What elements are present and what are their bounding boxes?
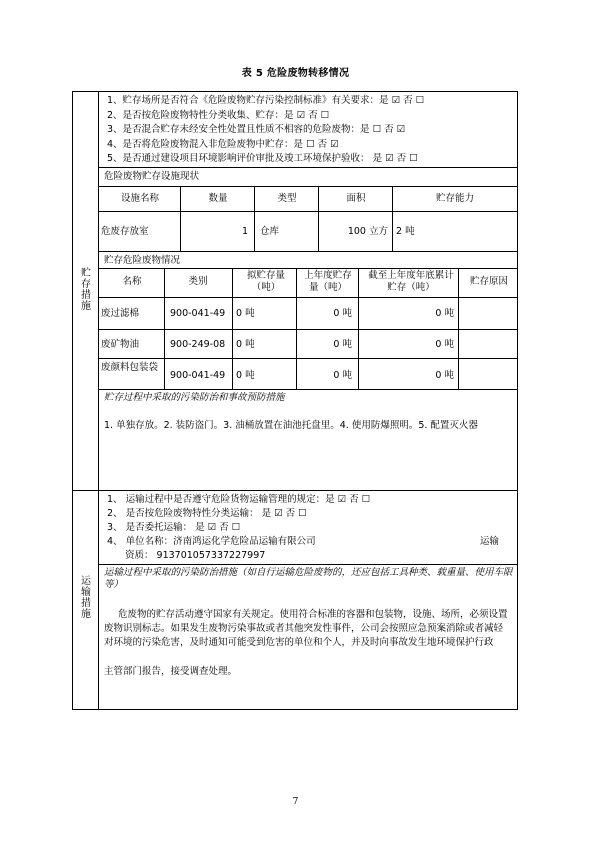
facility-capacity: 2 吨: [396, 226, 415, 237]
transport-qualification: 资质： 913701057337227997: [125, 550, 266, 561]
storage-check-2: 2、是否按危险废物特性分类收集、贮存：是 ☑ 否 ☐: [107, 110, 330, 121]
transport-unit-name: 4、 单位名称：济南鸿运化学危险品运输有限公司: [107, 536, 316, 547]
storage-measures-heading: 贮存过程中采取的污染防治和事故预防措施: [104, 392, 285, 403]
section-divider: [72, 490, 518, 491]
side-column-divider: [98, 91, 99, 710]
waste-category: 900-249-08: [170, 339, 226, 350]
facility-col-capacity: 贮存能力: [435, 193, 474, 204]
page-number: 7: [292, 797, 299, 807]
waste-col-name: 名称: [122, 276, 142, 287]
facility-col-name: 设施名称: [120, 193, 159, 204]
storage-check-1: 1、贮存场所是否符合《危险废物贮存污染控制标准》有关要求：是 ☑ 否 ☐: [107, 95, 425, 106]
facility-col-qty: 数量: [208, 193, 228, 204]
waste-last-year: 0 吨: [333, 339, 352, 350]
waste-col-last-year: 上年度贮存量（吨）: [304, 270, 352, 293]
transport-measures-text: 危废物的贮存活动遵守国家有关规定。使用符合标准的容器和包装物，设施、场所，必须设置废物识别标志。如果发生废物污染事故或者其他突发性事件，公司会按照应急预案消除或者减轻对环境的污染危害，及时通知可能受到危害的单位和个人，并及时向事故发生地环境保护行政: [104, 609, 508, 648]
waste-planned: 0 吨: [236, 370, 255, 381]
transport-check-3: 3、 是否委托运输： 是 ☑ 否 ☐: [107, 522, 241, 533]
waste-name: 废过滤棉: [101, 308, 140, 319]
storage-check-5: 5、是否通过建设项目环境影响评价审批及竣工环境保护验收： 是 ☑ 否 ☐: [107, 153, 418, 164]
facility-name: 危废存放室: [101, 226, 149, 237]
facility-col-type: 类型: [277, 193, 297, 204]
transport-measures-heading: 运输过程中采取的污染防治措施（如自行运输危险废物的，还应包括工具种类、载重量、使用车限等）: [104, 567, 513, 590]
waste-planned: 0 吨: [236, 308, 255, 319]
storage-side-label: 贮存措施: [81, 268, 91, 312]
waste-col-cumulative: 截至上年度年底累计贮存（吨）: [368, 270, 454, 293]
waste-planned: 0 吨: [236, 339, 255, 350]
facility-col-area: 面积: [346, 193, 366, 204]
facility-area: 100 立方: [347, 226, 388, 237]
waste-category: 900-041-49: [170, 308, 226, 319]
transport-side-label: 运输措施: [81, 576, 91, 620]
storage-check-3: 3、是否混合贮存未经安全性处置且性质不相容的危险废物：是 ☐ 否 ☑: [107, 124, 406, 135]
waste-name: 废颜料包装袋: [101, 362, 159, 373]
waste-last-year: 0 吨: [333, 370, 352, 381]
storage-measures-text: 1. 单独存放。2. 装防盗门。3. 油桶放置在油池托盘里。4. 使用防爆照明。5. 配置灭火器: [104, 420, 478, 431]
waste-heading: 贮存危险废物情况: [104, 255, 181, 266]
waste-cumulative: 0 吨: [435, 308, 454, 319]
waste-col-planned: 拟贮存量（吨）: [246, 270, 285, 293]
table-title: 表 5 危险废物转移情况: [241, 68, 350, 79]
transport-check-1: 1、 运输过程中是否遵守危险货物运输管理的规定：是 ☑ 否 ☐: [107, 494, 371, 505]
waste-last-year: 0 吨: [333, 308, 352, 319]
waste-category: 900-041-49: [170, 370, 226, 381]
transport-measures-text-2: 主管部门报告，接受调查处理。: [104, 666, 238, 677]
transport-check-2: 2、 是否按危险废物特性分类运输： 是 ☑ 否 ☐: [107, 508, 307, 519]
storage-check-4: 4、是否将危险废物混入非危险废物中贮存：是 ☐ 否 ☑: [107, 139, 339, 150]
facility-type: 仓库: [260, 226, 280, 237]
facility-qty: 1: [241, 226, 248, 237]
facility-heading: 危险废物贮存设施现状: [104, 171, 200, 182]
waste-cumulative: 0 吨: [435, 370, 454, 381]
waste-col-category: 类别: [188, 276, 208, 287]
transport-unit-suffix: 运输: [480, 536, 500, 547]
waste-cumulative: 0 吨: [435, 339, 454, 350]
waste-name: 废矿物油: [101, 339, 140, 350]
waste-col-reason: 贮存原因: [469, 276, 508, 287]
